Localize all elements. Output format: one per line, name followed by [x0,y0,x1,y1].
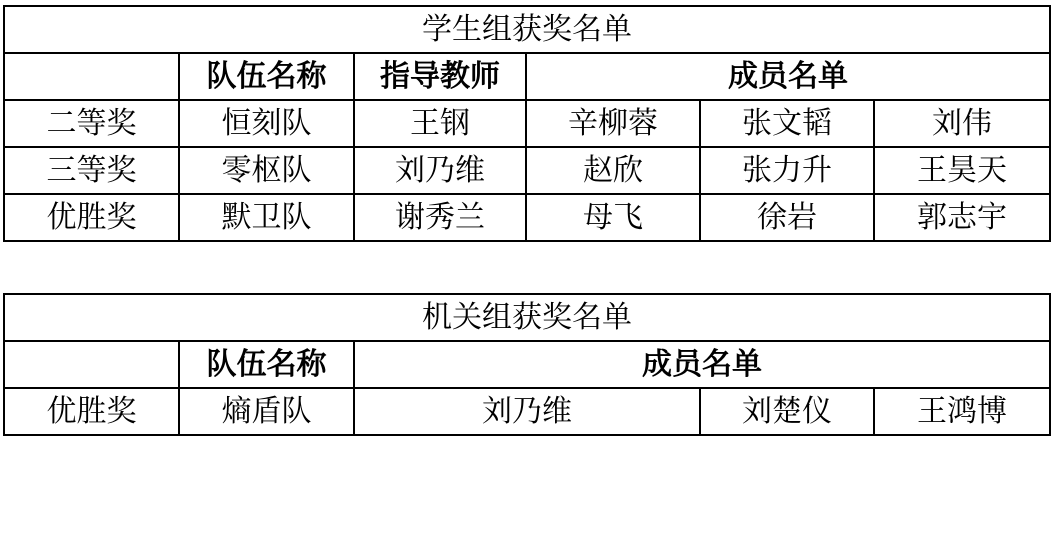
advisor-teacher: 王钢 [354,100,526,147]
agency-group-award-table [3,293,1051,436]
member-name: 母飞 [526,194,700,241]
team-name: 恒刻队 [179,100,354,147]
member-name: 刘楚仪 [700,388,874,435]
member-name: 王昊天 [874,147,1050,194]
member-name: 张文韬 [700,100,874,147]
table-title-row [4,6,1050,53]
agency-group-table-block [0,293,1052,436]
student-group-table-block [0,5,1052,242]
advisor-teacher: 谢秀兰 [354,194,526,241]
header-blank-cell [4,341,179,388]
student-group-title: 学生组获奖名单 [4,6,1050,53]
member-name: 郭志宇 [874,194,1050,241]
header-team-name: 队伍名称 [179,341,354,388]
award-level: 三等奖 [4,147,179,194]
member-name: 辛柳蓉 [526,100,700,147]
member-name: 刘伟 [874,100,1050,147]
table-title-row [4,294,1050,341]
agency-group-title: 机关组获奖名单 [4,294,1050,341]
member-name: 徐岩 [700,194,874,241]
table-header-row [4,53,1050,100]
header-member-list: 成员名单 [354,341,1050,388]
student-group-award-table [3,5,1051,242]
document-page [0,5,1052,559]
table-row [4,194,1050,241]
member-name: 王鸿博 [874,388,1050,435]
award-level: 优胜奖 [4,194,179,241]
team-name: 默卫队 [179,194,354,241]
header-member-list: 成员名单 [526,53,1050,100]
member-name: 张力升 [700,147,874,194]
header-advisor-teacher: 指导教师 [354,53,526,100]
team-name: 熵盾队 [179,388,354,435]
table-spacer [0,242,1052,288]
table-row [4,147,1050,194]
team-name: 零枢队 [179,147,354,194]
header-team-name: 队伍名称 [179,53,354,100]
advisor-teacher: 刘乃维 [354,147,526,194]
member-name: 刘乃维 [354,388,700,435]
table-header-row [4,341,1050,388]
award-level: 优胜奖 [4,388,179,435]
header-blank-cell [4,53,179,100]
table-row [4,100,1050,147]
award-level: 二等奖 [4,100,179,147]
member-name: 赵欣 [526,147,700,194]
table-row [4,388,1050,435]
